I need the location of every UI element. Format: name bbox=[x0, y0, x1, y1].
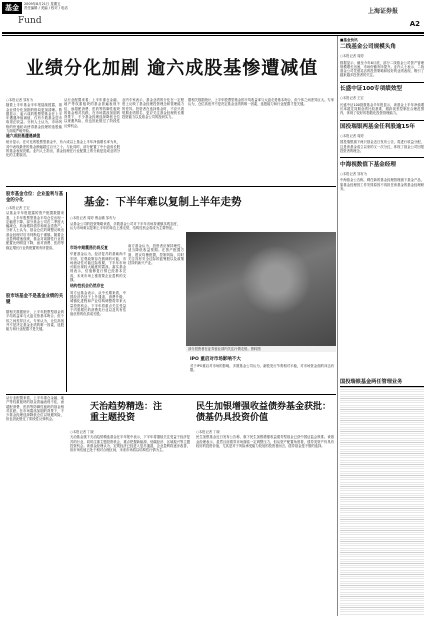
sidebar-rule-2 bbox=[340, 120, 424, 121]
allocation-title: 股市基金仓位：企业盈利与基金的分化 bbox=[6, 192, 64, 203]
bottom-left-title: 天治趋势精选：注重主题投资 bbox=[90, 402, 163, 423]
main-text-3: 业内专家表示，基金业绩的分化在一定程度上反映了基金经理投资理念和管理能力的差异。投资者在选择基金时，不应只看短期业绩排名，更应关注基金经理的长期投资能力以及基金公司的投研实力。 bbox=[122, 98, 184, 120]
section-english: Fund bbox=[18, 16, 42, 26]
small-text-2: 据相关数据统计，上半年股票型基金的平均收益率与大盘走势基本吻合，但个体之间差异巨大。专家认为，仓位高低并不是决定基金业绩的唯一因素，选股能力和行业配置才是关键。 bbox=[6, 310, 64, 332]
page-number: A2 bbox=[409, 20, 420, 28]
bottom-left-text: 天治基金旗下天治趋势精选基金在半年报中表示，下半年将继续关注受益于经济复苏的行业，同时注重主题投资机会，重点把握新能源、低碳经济、区域振兴等主题投资机会。该基金经理认为，宏观经济已经进入复苏通道，企业盈利将逐步改善，但市场估值已处于相对合理区间，未来市场将以结构性行情为主。 bbox=[70, 435, 190, 453]
feature-col1 bbox=[70, 244, 126, 390]
main-text-2: 从行业配置来看，上半年重仓金融、地产等权重板块的基金普遍表现不佳，而超配消费、医药等防御性板块的基金相对抗跌。在市场震荡加剧的背景下，不少基金经理选择降低仓位以规避风险，但也因此错过了阶段性反弹机会。 bbox=[64, 98, 120, 128]
header-meta bbox=[24, 2, 174, 10]
sidebar-table-title: 国投瑞银基金两任管理业务 bbox=[340, 379, 403, 385]
header-date: 2009年8月21日 星期五 bbox=[24, 2, 61, 6]
bottom-left-article bbox=[70, 430, 190, 616]
photo-caption: 部分投资者在证券营业部内关注行情走势。资料图 bbox=[186, 346, 336, 352]
bottom-right-byline: ○本报记者 丁晓 bbox=[196, 430, 220, 434]
main-byline: ○本报记者 邹有为 bbox=[6, 98, 34, 102]
newspaper-brand: 上海证券报 bbox=[367, 8, 398, 15]
ipo-text: 对于IPO重启对市场的影响，多数基金公司认为，新股发行节奏相对平稳，对市场资金面的冲击有限。 bbox=[190, 364, 334, 373]
feature-col2 bbox=[128, 244, 184, 390]
sidebar-rule-1 bbox=[340, 82, 424, 83]
feature-byline: ○本报记者 周婷 傅金鹏 邹有为 bbox=[70, 216, 116, 220]
bottom-far-left bbox=[6, 396, 64, 616]
sidebar-item1-title: 二线基金公司规模头角 bbox=[340, 44, 396, 51]
market-photo bbox=[186, 232, 336, 352]
sidebar bbox=[340, 36, 424, 191]
sidebar-item3-text: 国投瑞银旗下两只基金近日发布公告，将进行收益分配，这是该基金成立以来的又一次分红，体现了基金公司回报投资者的理念。 bbox=[340, 140, 424, 154]
feature-text2: 易方达基金表示，从中长期来看，中国经济仍处于上升通道，消费升级、城镇化进程和产业结构调整将带来大量投资机会。下半年将重点关注受益于内需增长的消费类行业以及具有估值优势的优质成长股。 bbox=[70, 290, 126, 317]
far-left-text: 从行业配置来看，上半年重仓金融、地产等权重板块的基金普遍表现不佳，而超配消费、医药等防御性板块的基金相对抗跌。在市场震荡加剧的背景下，不少基金经理选择降低仓位以规避风险，但也因此错过了阶段性反弹机会。 bbox=[6, 396, 64, 422]
main-article-lower bbox=[6, 132, 120, 184]
bottom-left-byline: ○本报记者 丁晓 bbox=[70, 430, 94, 434]
main-text-1: 随着上半年基金半年报陆续披露，基金业绩分化加剧的格局更加清晰。数据显示，逾六成的股票型基金在上半年遭遇净值减值，仅有少数基金逆市取得正收益。分析人士认为，市场风格的快速轮动使得基金经理的选股能力面临严峻考验。 bbox=[6, 103, 62, 134]
bottom-right-title: 民生加银增强收益债券基金获批：债基仍具投资价值 bbox=[196, 402, 332, 423]
main-article-right bbox=[188, 98, 334, 138]
header-divider bbox=[2, 32, 424, 34]
sidebar-item2-title: 长盛中证100专项绩效型 bbox=[340, 86, 403, 93]
feature-headline: 基金：下半年难以复制上半年走势 bbox=[84, 196, 242, 208]
bottom-right-article bbox=[196, 430, 334, 616]
allocation-text: 从基金半年报披露的资产配置数据来看，上半年股票型基金平均仓位出现一定幅度下降。部分基金公司在二季度大幅减仓，转而增持债券和现金类资产。分析人士认为，基金仓位的调整反映出基金经理对后市判断趋于谨慎。随着企业盈利增速放缓，基金对周期性行业的配置比例明显下降，而对消费、医药等稳定增长行业的配置则有所提高。 bbox=[6, 211, 64, 250]
allocation-byline: ○本报记者 王宏 bbox=[6, 206, 30, 210]
sidebar-item1-text: 数据显示，截至今年6月底，部分二线基金公司资产管理规模增长迅速，市场份额有所提升。业内人士表示，二线基金公司凭借灵活的投资策略和较好的业绩表现，吸引了越来越多投资者的关注。 bbox=[340, 60, 424, 78]
ipo-title: IPO 重启对市场影响不大 bbox=[190, 357, 241, 362]
main-article-col3 bbox=[122, 98, 184, 156]
sidebar-item2-text: 长盛中证100指数基金半年报显示，该基金上半年净值增长率超过同期业绩比较基准，跟踪误差控制在合理范围内，体现了较好的指数化投资管理能力。 bbox=[340, 102, 424, 116]
main-text-4: 统计显示，在可比的股票型基金中，有六成以上基金上半年净值增长率为负，其中表现最差的基金跌幅超过百分之十。与此同时，部分配置了中小盘成长股的基金表现亮眼。业内人士指出，基金经理在行业配置上的分歧是造成业绩分化的主要原因。 bbox=[6, 140, 120, 158]
rule-2 bbox=[6, 394, 336, 395]
sidebar-item3-title: 国投瑞银两基金任利股逾15年 bbox=[340, 124, 415, 131]
feature-sub2: 结构性机会仍然存在 bbox=[70, 283, 105, 289]
sidebar-data-table bbox=[340, 386, 424, 616]
section-badge: 基金 bbox=[2, 2, 22, 14]
vrule-1 bbox=[66, 192, 67, 392]
sidebar-rule-3 bbox=[340, 157, 424, 158]
feature-intro bbox=[70, 222, 180, 242]
sidebar-item4-title: 中海视数值下基金经理 bbox=[340, 161, 396, 168]
feature-intro-text: 从基金公司的投资策略来看，多数基金公司对下半年市场持谨慎乐观态度，认为市场难以复制上半年的单边上涨走势，结构性机会将成为主要特征。 bbox=[70, 222, 180, 231]
header-editors: 责任编辑 / 美编 / 校对 / 电话 bbox=[24, 6, 68, 11]
feature-text1: 华夏基金认为，经济复苏的基础尚不牢固，宏观政策存在微调的可能，市场流动性可能边际收紧，下半年市场可能出现较大幅度的震荡。嘉实基金则表示，估值修复行情已经基本完成，未来市场上涨需要企业盈利的支撑。 bbox=[70, 252, 126, 283]
sidebar-tag: ■基金快讯 bbox=[340, 38, 358, 42]
sidebar-item4-byline: ○本报记者 邹有为 bbox=[340, 171, 368, 176]
sidebar-item1-byline: ○本报记者 周婷 bbox=[340, 54, 364, 59]
sidebar-item4-text: 中海基金公告称，聘任新的基金经理管理旗下基金产品，原基金经理因工作安排原因不再担任该基金的基金经理职务。 bbox=[340, 178, 424, 191]
small-article-2 bbox=[6, 310, 64, 390]
main-text-5: 据相关数据统计，上半年股票型基金的平均收益率与大盘走势基本吻合，但个体之间差异巨大。专家认为，仓位高低并不是决定基金业绩的唯一因素，选股能力和行业配置才是关键。 bbox=[188, 98, 334, 107]
bottom-right-text: 民生加银基金近日发布公告称，旗下民生加银增强收益债券型基金已获中国证监会核准。该基金经理表示，虽然目前债券市场面临一定调整压力，但从资产配置角度看，债券类资产仍具有较好的投资价值，尤其是对于风险承受能力较低的投资者而言，债券基金是不错的选择。 bbox=[196, 435, 334, 448]
main-subhead: 逾六成股基遭遇减值 bbox=[6, 133, 41, 138]
feature-sub1: 市场中期震荡仍将反复 bbox=[70, 245, 108, 250]
feature-text3: 南方基金认为，投资者应保持理性，适当降低收益预期。在资产配置方面，建议均衡配置，控制风险，同时关注具有安全边际的蓝筹股以及政策扶持的新兴产业。 bbox=[128, 244, 184, 266]
rule-1 bbox=[6, 186, 336, 187]
small-title-2: 股市场基金不是基金业绩的关键 bbox=[6, 294, 64, 305]
sidebar-item3-byline: ○本报记者 周婷 bbox=[340, 134, 364, 139]
sidebar-divider bbox=[337, 36, 338, 616]
ipo-article bbox=[190, 364, 334, 390]
sidebar-item2-byline: ○本报记者 王宏 bbox=[340, 96, 364, 101]
main-headline: 业绩分化加剧 逾六成股基惨遭减值 bbox=[26, 58, 319, 79]
